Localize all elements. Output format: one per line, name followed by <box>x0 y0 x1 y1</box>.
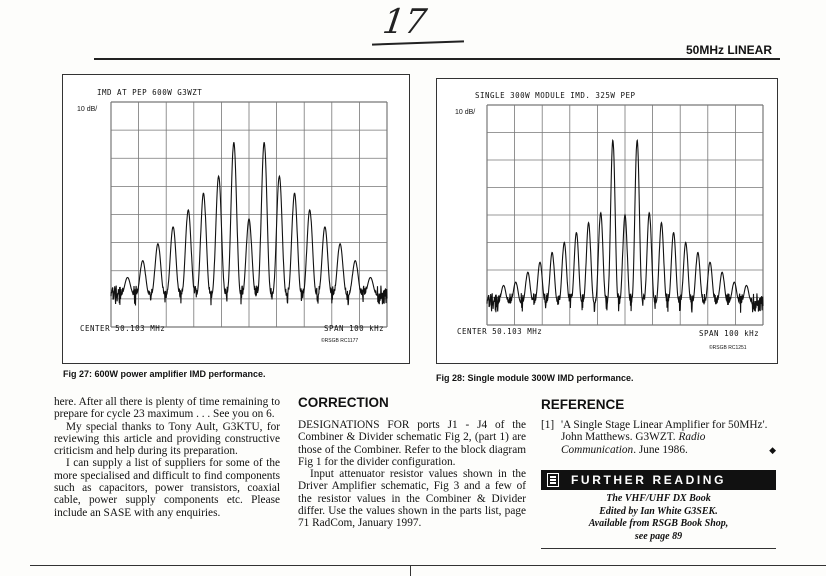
diamond-end-icon: ◆ <box>769 444 776 455</box>
paragraph: I can supply a list of suppliers for some of the more specialised and difficult to find components such as capacitors, power transistors, coaxial cable, power supply components etc. Please include an SASE with any enquiries. <box>54 457 280 519</box>
figure-28-frame <box>436 78 778 364</box>
book-title: The VHF/UHF DX Book <box>606 493 711 504</box>
correction-heading: CORRECTION <box>298 395 389 410</box>
further-reading-rule <box>541 548 776 549</box>
book-editor: Edited by Ian White G3SEK. <box>599 505 718 517</box>
reference-date: . June 1986. <box>633 443 688 456</box>
book-icon <box>547 473 559 487</box>
paragraph: Input attenuator resistor values shown in the Driver Amplifier schematic, Fig 3 and a few of the resistor values in the Combiner & Divider differ. Use the values shown in the parts list, page 71 RadCom, January 1997. <box>298 468 526 530</box>
figure-27-header: IMD AT PEP 600W G3WZT <box>97 88 203 97</box>
further-reading-title: FURTHER READING <box>571 473 726 487</box>
correction-text <box>298 419 526 530</box>
figure-28-scale-label: 10 dB/ <box>455 109 476 116</box>
figure-28-caption: Fig 28: Single module 300W IMD performance. <box>436 373 634 383</box>
header-rule <box>94 58 780 60</box>
footer-rule <box>30 565 826 566</box>
further-reading-banner <box>541 470 776 490</box>
section-title: 50MHz LINEAR <box>686 43 773 57</box>
handwritten-page-number: 17 <box>380 2 430 42</box>
figure-28-header: SINGLE 300W MODULE IMD. 325W PEP <box>475 91 636 100</box>
figure-27-frame <box>62 74 410 364</box>
reference-journal: Radio Communication <box>561 431 706 456</box>
paragraph: here. After all there is plenty of time remaining to prepare for cycle 23 maximum . . . See you on 6. <box>54 396 280 421</box>
figure-28-credit: ©RSGB RC1251 <box>709 345 747 351</box>
figure-28-span-label: SPAN 100 kHz <box>699 329 760 338</box>
figure-27-scale-label: 10 dB/ <box>77 106 98 113</box>
figure-27-caption: Fig 27: 600W power amplifier IMD performance. <box>63 369 266 379</box>
book-availability: Available from RSGB Book Shop, <box>588 518 729 530</box>
reference-heading: REFERENCE <box>541 397 625 412</box>
figure-27-credit: ©RSGB RC1177 <box>321 338 359 344</box>
paragraph: DESIGNATIONS FOR ports J1 - J4 of the Combiner & Divider schematic Fig 2, (part 1) are those of the Combiner. Refer to the block diagram Fig 1 for the divider configuration. <box>298 419 526 468</box>
footer-separator <box>410 565 411 576</box>
figure-27-span-label: SPAN 100 kHz <box>324 324 385 333</box>
reference-number: [1] <box>541 419 555 431</box>
figure-27-center-label: CENTER 50.103 MHz <box>80 324 166 333</box>
reference-entry <box>541 419 776 456</box>
book-page-ref: see page 89 <box>634 530 683 542</box>
reference-title: 'A Single Stage Linear Amplifier for 50MHz'. John Matthews. G3WZT. <box>561 419 768 444</box>
paragraph: My special thanks to Tony Ault, G3KTU, for reviewing this article and providing constructive criticism and help during its preparation. <box>54 420 280 458</box>
article-column-1 <box>54 396 280 519</box>
figure-27-spectrum-plot <box>63 75 409 363</box>
figure-28-center-label: CENTER 50.103 MHz <box>457 327 543 336</box>
further-reading-text <box>541 493 776 543</box>
figure-28-spectrum-plot <box>437 79 777 363</box>
